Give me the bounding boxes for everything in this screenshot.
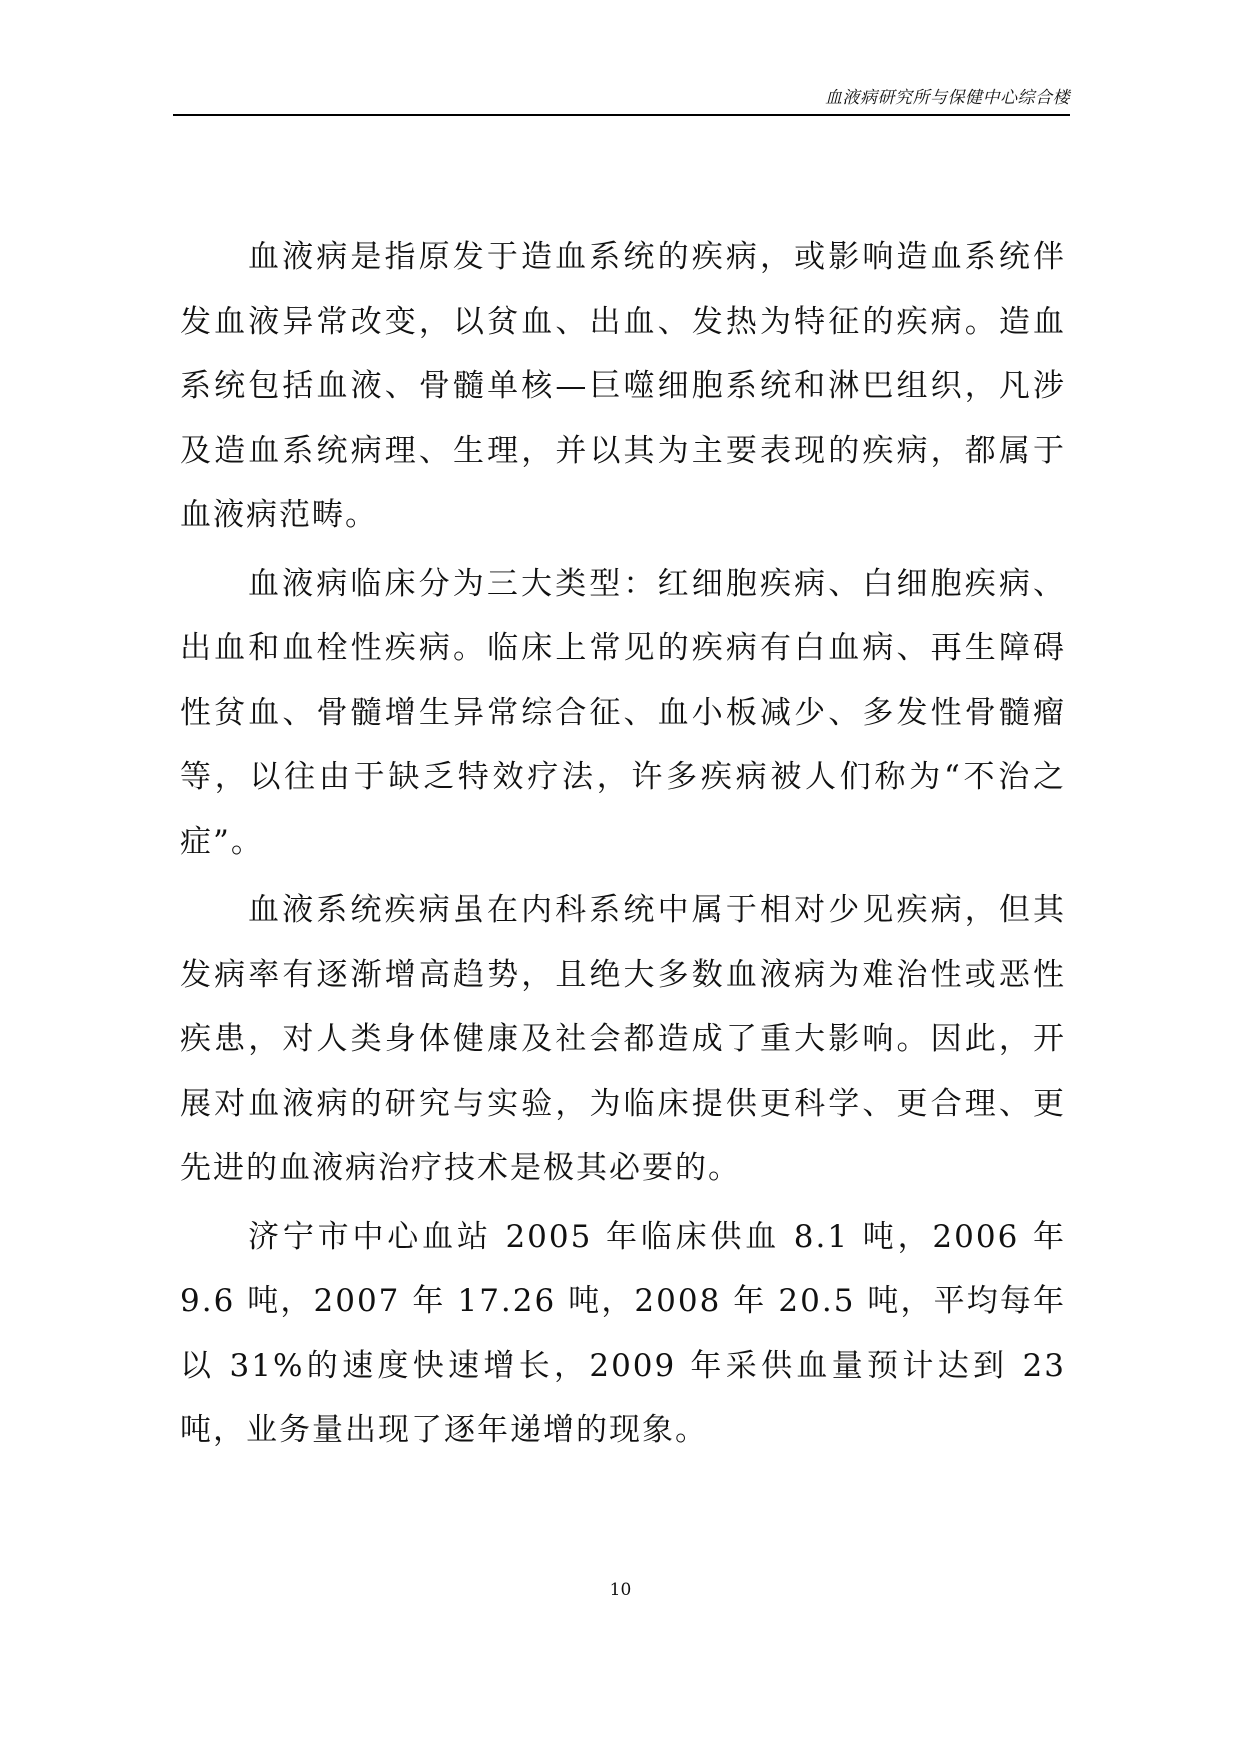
page-number: 10 [609,1580,632,1600]
paragraph-significance: 血液系统疾病虽在内科系统中属于相对少见疾病，但其发病率有逐渐增高趋势，且绝大多数血液病为难治性或恶性疾患，对人类身体健康及社会都造成了重大影响。因此，开展对血液病的研究与实验，为临床提供更科学、更合理、更先进的血液病治疗技术是极其必要的。 [180,892,1066,1186]
header-title: 血液病研究所与保健中心综合楼 [825,88,1070,108]
paragraph-classification: 血液病临床分为三大类型：红细胞疾病、白细胞疾病、出血和血栓性疾病。临床上常见的疾病有白血病、再生障碍性贫血、骨髓增生异常综合征、血小板减少、多发性骨髓瘤等，以往由于缺乏特效疗法，许多疾病被人们称为“不治之症”。 [180,565,1066,860]
document-body [180,225,1066,1467]
page-header [173,86,1070,116]
paragraph-definition: 血液病是指原发于造血系统的疾病，或影响造血系统伴发血液异常改变，以贫血、出血、发热为特征的疾病。造血系统包括血液、骨髓单核—巨噬细胞系统和淋巴组织，凡涉及造血系统病理、生理，并以其为主要表现的疾病，都属于血液病范畴。 [180,239,1066,533]
paragraph-blood-supply-statistics: 济宁市中心血站 2005 年临床供血 8.1 吨，2006 年 9.6 吨，2007 年 17.26 吨，2008 年 20.5 吨，平均每年以 31%的速度快速增长，2009 年采供血量预计达到 23 吨，业务量出现了逐年递增的现象。 [180,1218,1066,1448]
